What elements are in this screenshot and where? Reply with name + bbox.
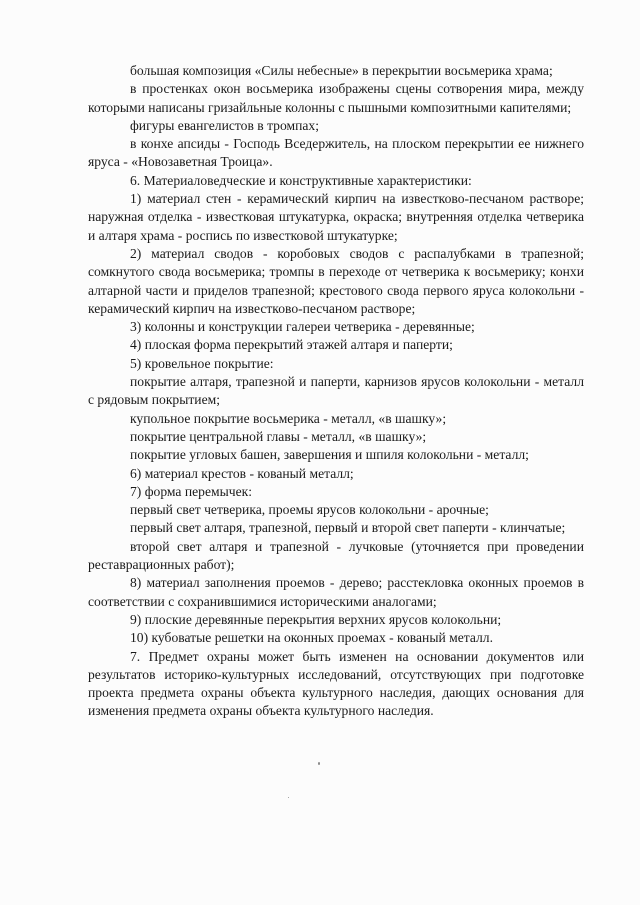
paragraph: в простенках окон восьмерика изображены сцены сотворения мира, между которыми написаны гризайльные колонны с пышными композитными капителями; bbox=[88, 81, 584, 115]
paragraph: покрытие алтаря, трапезной и паперти, карнизов ярусов колокольни - металл с рядовым покрытием; bbox=[88, 374, 584, 408]
paragraph: покрытие угловых башен, завершения и шпиля колокольни - металл; bbox=[130, 447, 529, 463]
paragraph: 5) кровельное покрытие: bbox=[130, 355, 274, 371]
paragraph: 7) форма перемычек: bbox=[130, 483, 252, 499]
paragraph: 1) материал стен - керамический кирпич на известково-песчаном растворе; наружная отделка - известковая штукатурка, окраска; внутренняя отделка четверика и алтаря храма - роспись по известковой штукатурке; bbox=[88, 191, 584, 243]
paragraph: 4) плоская форма перекрытий этажей алтаря и паперти; bbox=[130, 337, 453, 353]
paragraph: 7. Предмет охраны может быть изменен на основании документов или результатов историко-культурных исследований, отсутствующих при подготовке проекта предмета охраны объекта культурного наследия, дающих основания для изменения предмета охраны объекта культурного наследия. bbox=[88, 648, 584, 719]
paragraph: большая композиция «Силы небесные» в перекрытии восьмерика храма; bbox=[130, 63, 553, 78]
scan-speck bbox=[318, 762, 320, 765]
paragraph: 6) материал крестов - кованый металл; bbox=[130, 465, 354, 481]
paragraph: 2) материал сводов - коробовых сводов с распалубками в трапезной; сомкнутого свода восьмерика; тромпы в переходе от четверика к восьмерику; конхи алтарной части и приделов трапезной; крестового свода первого яруса колокольни - керамический кирпич на известково-песчаном растворе; bbox=[88, 245, 584, 316]
paragraph: фигуры евангелистов в тромпах; bbox=[130, 117, 320, 133]
paragraph: в конхе апсиды - Господь Вседержитель, на плоском перекрытии ее нижнего яруса - «Новозаветная Троица». bbox=[88, 136, 584, 170]
paragraph: первый свет алтаря, трапезной, первый и второй свет паперти - клинчатые; bbox=[130, 520, 566, 536]
paragraph: 10) кубоватые решетки на оконных проемах - кованый металл. bbox=[130, 630, 493, 646]
paragraph: второй свет алтаря и трапезной - лучковые (уточняется при проведении реставрационных работ); bbox=[88, 538, 584, 573]
scan-speck bbox=[288, 797, 289, 798]
paragraph: 3) колонны и конструкции галереи четверика - деревянные; bbox=[130, 319, 475, 335]
paragraph: 8) материал заполнения проемов - дерево; расстекловка оконных проемов в соответствии с сохранившимися историческими аналогами; bbox=[88, 575, 584, 609]
paragraph: покрытие центральной главы - металл, «в шашку»; bbox=[130, 428, 427, 444]
paragraph: купольное покрытие восьмерика - металл, «в шашку»; bbox=[130, 410, 447, 426]
paragraph: первый свет четверика, проемы ярусов колокольни - арочные; bbox=[130, 502, 489, 518]
document-body bbox=[88, 62, 584, 721]
paragraph: 9) плоские деревянные перекрытия верхних ярусов колокольни; bbox=[130, 611, 502, 627]
paragraph: 6. Материаловедческие и конструктивные характеристики: bbox=[130, 172, 472, 188]
